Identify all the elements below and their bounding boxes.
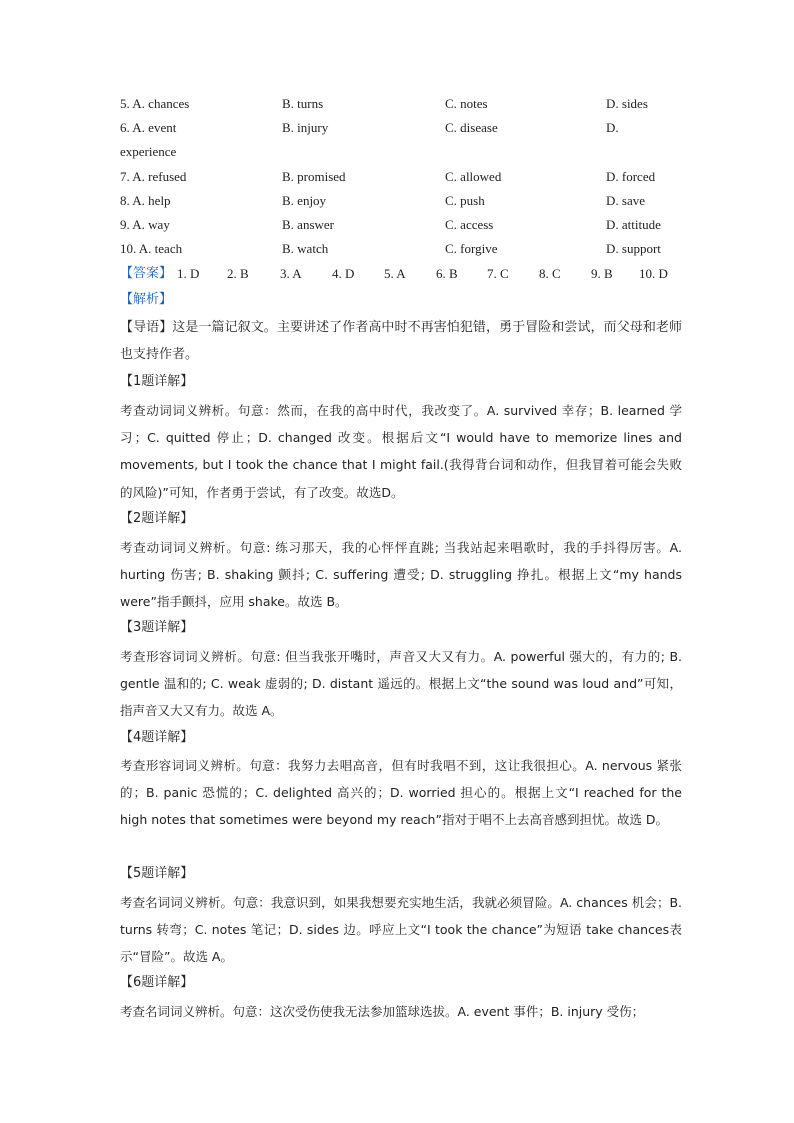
section-title-5: 【5题详解】: [120, 866, 194, 881]
section-text-4: 考查形容词词义辨析。句意：我努力去唱高音，但有时我唱不到，这让我很担心。A. nervous 紧张的；B. panic 恐慌的；C. delighted 高兴的；D. worried 担心的。根据上文“I reached for the high notes that sometimes were beyond my reach”指对于唱不上去高音感到担忧。故选 D。: [120, 758, 682, 828]
answer-item: 3. A: [280, 266, 302, 281]
option-d: D. support: [606, 241, 661, 256]
section-title-3: 【3题详解】: [120, 620, 194, 635]
option-a: 8. A. help: [120, 193, 171, 208]
answer-item: 4. D: [332, 266, 355, 281]
section-title-4: 【4题详解】: [120, 730, 194, 745]
option-a: 10. A. teach: [120, 241, 183, 256]
option-c: C. allowed: [445, 169, 502, 184]
section-text-5: 考查名词词义辨析。句意：我意识到，如果我想要充实地生活，我就必须冒险。A. chances 机会；B. turns 转弯；C. notes 笔记；D. sides 边。呼应上文“I took the chance”为短语 take chances表示“冒险”。故选 A。: [120, 895, 682, 965]
option-b: B. injury: [282, 120, 329, 135]
option-row-9: [120, 214, 680, 236]
intro-text: 这是一篇记叙文。主要讲述了作者高中时不再害怕犯错，勇于冒险和尝试，而父母和老师也支持作者。: [120, 320, 682, 362]
option-a: 5. A. chances: [120, 96, 190, 111]
answer-item: 1. D: [177, 266, 200, 281]
option-b: B. turns: [282, 96, 324, 111]
section-title-6: 【6题详解】: [120, 975, 194, 990]
answer-item: 5. A: [384, 266, 406, 281]
section-text-6: 考查名词词义辨析。句意：这次受伤使我无法参加篮球选拔。A. event 事件；B. injury 受伤；: [120, 1004, 645, 1019]
answer-item: 2. B: [227, 266, 249, 281]
section-title-2: 【2题详解】: [120, 511, 194, 526]
section-text-3: 考查形容词词义辨析。句意: 但当我张开嘴时，声音又大又有力。A. powerful 强大的，有力的; B. gentle 温和的; C. weak 虚弱的; D. distant 遥远的。根据上文“the sound was loud and”可知，指声音又大又有力。故选 A。: [120, 649, 682, 719]
option-b: B. promised: [282, 169, 346, 184]
answer-item: 6. B: [436, 266, 458, 281]
option-d: D.: [606, 120, 619, 135]
option-c: C. access: [445, 217, 494, 232]
analysis-heading: 【解析】: [120, 292, 173, 307]
option-c: C. forgive: [445, 241, 498, 256]
option-row-8: [120, 190, 680, 212]
option-row-5: [120, 93, 680, 115]
option-d: D. save: [606, 193, 645, 208]
option-b: B. answer: [282, 217, 334, 232]
option-a: 6. A. event: [120, 120, 177, 135]
option-d: D. forced: [606, 169, 656, 184]
intro-label: 【导语】: [120, 320, 173, 335]
option-b: B. enjoy: [282, 193, 327, 208]
option-row-10: [120, 238, 680, 260]
option-6-wrap: experience: [120, 144, 177, 159]
section-text-1: 考查动词词义辨析。句意：然而，在我的高中时代，我改变了。A. survived 幸存；B. learned 学习；C. quitted 停止；D. changed 改变。根据后文“I would have to memorize lines and movements, but I took the chance that I might fail.(我得背台词和动作，但我冒着可能会失败的风险)”可知，作者勇于尝试，有了改变。故选D。: [120, 403, 682, 500]
answer-item: 10. D: [639, 266, 668, 281]
option-row-6: [120, 117, 680, 139]
option-c: C. push: [445, 193, 485, 208]
intro-paragraph: [120, 314, 682, 368]
option-d: D. sides: [606, 96, 648, 111]
option-row-7: [120, 166, 680, 188]
answer-item: 9. B: [591, 266, 613, 281]
answer-row: [120, 262, 680, 286]
answer-label: 【答案】: [120, 266, 173, 281]
answer-item: 8. C: [539, 266, 561, 281]
option-a: 7. A. refused: [120, 169, 187, 184]
option-c: C. disease: [445, 120, 498, 135]
option-a: 9. A. way: [120, 217, 170, 232]
section-title-1: 【1题详解】: [120, 374, 194, 389]
option-c: C. notes: [445, 96, 488, 111]
option-b: B. watch: [282, 241, 329, 256]
option-d: D. attitude: [606, 217, 661, 232]
section-text-2: 考查动词词义辨析。句意: 练习那天，我的心怦怦直跳; 当我站起来唱歌时，我的手抖得厉害。A. hurting 伤害; B. shaking 颤抖; C. suffering 遭受; D. struggling 挣扎。根据上文“my hands were”指手颤抖，应用 shake。故选 B。: [120, 540, 682, 610]
answer-item: 7. C: [487, 266, 509, 281]
